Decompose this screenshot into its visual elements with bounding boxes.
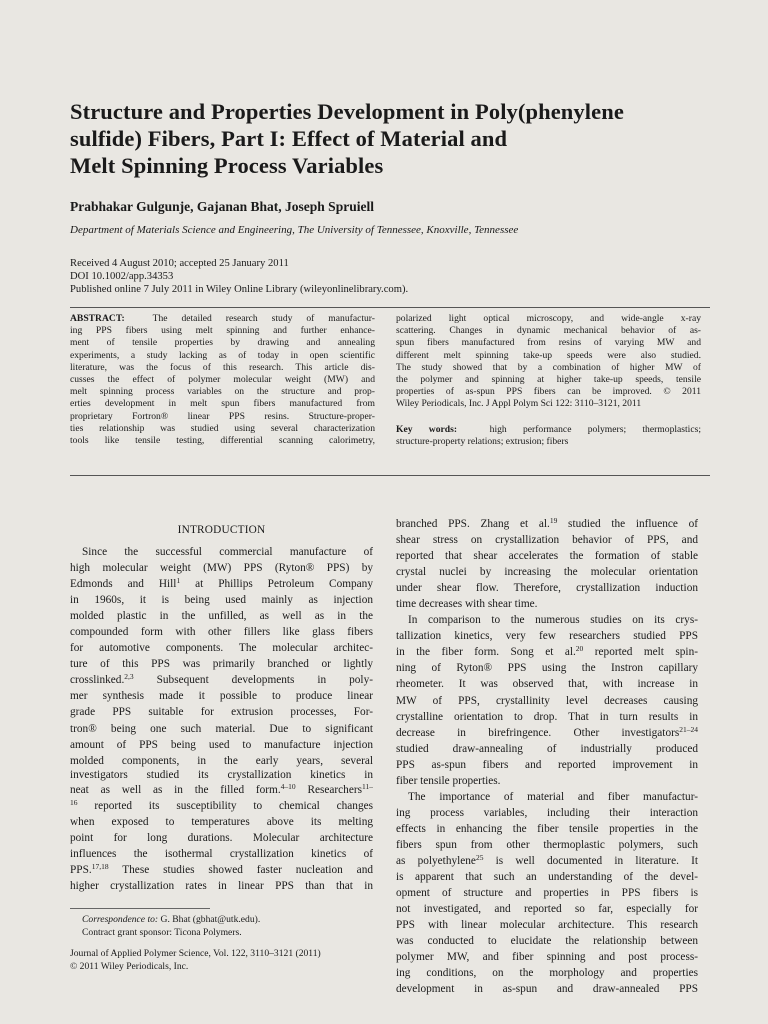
- body-line: In comparison to the numerous studies on its crys-: [408, 614, 698, 627]
- body-line: molded plastic in the unfilled, as well as in the: [70, 610, 373, 623]
- abstract-line: ABSTRACT: The detailed research study of manufactur-: [70, 313, 375, 324]
- body-line: Edmonds and Hill$^1$ at Phillips Petroleum Company: [70, 576, 373, 591]
- body-line: when exposed to temperatures above its melting: [70, 815, 373, 828]
- body-line: crystal nuclei by increasing the molecular orientation: [396, 566, 698, 579]
- abstract-right-column: [396, 313, 701, 448]
- title-line-3: Melt Spinning Process Variables: [70, 153, 384, 178]
- abstract-line: polarized light optical microscopy, and wide-angle x-ray: [396, 313, 701, 324]
- body-line: ing process variables, including their interaction: [396, 806, 698, 819]
- doi: DOI 10.1002/app.34353: [70, 271, 174, 282]
- abstract-line: proprietary Fortron® linear PPS resins. Structure-proper-: [70, 410, 375, 422]
- body-line: time decreases with shear time.: [396, 598, 538, 611]
- body-line: is apparent that such an understanding of the devel-: [396, 871, 698, 884]
- body-line: crosslinked.$^{2,3}$ Subsequent developments in poly-: [70, 672, 373, 687]
- body-line: point for long durations. Molecular architecture: [70, 832, 373, 844]
- body-line: neat as well as in the filled form.$^{4-10}$ Researchers$^{11-}$: [70, 781, 373, 796]
- author-list: Prabhakar Gulgunje, Gajanan Bhat, Joseph Spruiell: [70, 199, 374, 214]
- body-line: decrease in birefringence. Other investigators$^{21-24}$: [396, 724, 698, 739]
- body-line: in the fiber form. Song et al.$^{20}$ reported melt spin-: [396, 644, 698, 659]
- body-line: The importance of material and fiber manufactur-: [408, 790, 698, 803]
- abstract-line: The study showed that by a combination of higher MW of: [396, 361, 701, 373]
- abstract-line: properties of as-spun PPS fibers can be improved. © 2011: [396, 386, 701, 398]
- publication-dates: [70, 257, 408, 296]
- footnote: [70, 908, 370, 939]
- journal-info: [70, 948, 370, 973]
- body-line: branched PPS. Zhang et al.$^{19}$ studied the influence of: [396, 516, 698, 530]
- body-line: not investigated, and reported so far, especially for: [396, 903, 698, 916]
- abstract-line: scattering. Changes in dynamic mechanical behavior of as-: [396, 325, 701, 337]
- title-line-2: sulfide) Fibers, Part I: Effect of Material and: [70, 126, 508, 151]
- body-line: compounded form with other fillers like glass fibers: [70, 626, 373, 639]
- body-line: ing conditions, on the morphology and properties: [396, 967, 698, 980]
- abstract-line: Wiley Periodicals, Inc. J Appl Polym Sci 122: 3110–3121, 2011: [396, 398, 642, 410]
- body-line: investigators studied its crystallization kinetics in: [70, 768, 373, 781]
- body-line: tallization kinetics, very few researchers studied PPS: [396, 630, 698, 643]
- intro-right-column: [396, 516, 698, 997]
- body-line: reported that shear accelerates the formation of stable: [396, 550, 698, 563]
- body-line: shear stress on crystallization behavior of PPS, and: [396, 534, 698, 547]
- body-line: PPS.$^{17,18}$ These studies showed faster nucleation and: [70, 862, 373, 877]
- footnote-rule: [70, 908, 210, 909]
- body-line: fibers spun from other thermoplastic polymers, such: [396, 838, 698, 851]
- abstract-box: [70, 307, 710, 476]
- body-line: polymer MW, and fiber spinning and post process-: [396, 951, 698, 964]
- body-line: rheometer. It was observed that, with increase in: [396, 678, 698, 691]
- journal-citation: Journal of Applied Polymer Science, Vol. 122, 3110–3121 (2011): [70, 948, 321, 959]
- body-line: molded components, in the early years, several: [70, 754, 373, 767]
- body-line: MW of PPS, crystallinity level decreases causing: [396, 694, 698, 707]
- abstract-line: literature, was the focus of this research. This article dis-: [70, 361, 375, 373]
- body-line: tron® being one such material. Due to significant: [70, 722, 373, 735]
- body-line: crystalline orientation to drop. That in turn results in: [396, 710, 698, 723]
- abstract-line: melt spinning process variables on the structure and prop-: [70, 386, 375, 398]
- abstract-line: ment of tensile properties by drawing and annealing: [70, 337, 375, 349]
- abstract-line: tools like tensile testing, differential scanning calorimetry,: [70, 435, 375, 447]
- body-line: PPS as-spun fibers and reported improvement in: [396, 758, 698, 771]
- body-line: as polyethylene$^{25}$ is well documented in literature. It: [396, 852, 698, 867]
- body-line: studied draw-annealing of industrially produced: [396, 742, 698, 755]
- copyright: © 2011 Wiley Periodicals, Inc.: [70, 960, 189, 972]
- received-date: Received 4 August 2010; accepted 25 January 2011: [70, 258, 289, 269]
- abstract-line: the polymer and spinning at higher take-up speeds, tensile: [396, 374, 701, 386]
- body-line: development in as-spun and draw-annealed PPS: [396, 983, 698, 996]
- abstract-line: ties relationship was studied using several characterization: [70, 422, 375, 434]
- body-line: for automotive components. The molecular architec-: [70, 642, 373, 655]
- body-line: influences the isothermal crystallization kinetics of: [70, 848, 373, 861]
- body-line: amount of PPS being used to manufacture injection: [70, 738, 373, 751]
- correspondence: Correspondence to: G. Bhat (gbhat@utk.edu).: [82, 914, 261, 925]
- body-line: mer synthesis made it possible to produce linear: [70, 690, 373, 703]
- keywords: Key words: high performance polymers; thermoplastics; structure-property relations; extrusion; fibers: [396, 423, 702, 447]
- abstract-line: cusses the effect of polymer molecular weight (MW) and: [70, 374, 375, 386]
- body-line: opment of structure and properties in PPS fibers is: [396, 887, 698, 900]
- paper-title: [70, 98, 710, 179]
- abstract-left-column: [70, 313, 375, 447]
- keywords-label: Key words:: [396, 423, 458, 435]
- body-line: Since the successful commercial manufacture of: [82, 546, 373, 558]
- abstract-line: spun fibers manufactured from resins of varying MW and: [396, 337, 701, 349]
- published-date: Published online 7 July 2011 in Wiley Online Library (wileyonlinelibrary.com).: [70, 284, 409, 295]
- body-line: grade PPS suitable for extrusion processes, For-: [70, 706, 373, 719]
- body-line: in 1960s, it is being used mainly as injection: [70, 594, 373, 607]
- body-line: higher crystallization rates in linear PPS than that in: [70, 880, 373, 893]
- body-line: ning of Ryton® PPS using the Instron capillary: [396, 662, 698, 675]
- body-line: PPS with linear molecular architecture. This research: [396, 919, 698, 932]
- grant-sponsor: Contract grant sponsor: Ticona Polymers.: [82, 926, 242, 938]
- abstract-line: different melt spinning take-up speeds were also studied.: [396, 349, 701, 361]
- body-line: fiber tensile properties.: [396, 774, 501, 787]
- abstract-label: ABSTRACT:: [70, 313, 125, 324]
- body-line: under shear flow. Therefore, crystallization induction: [396, 582, 698, 595]
- body-line: effects in enhancing the fiber tensile properties in the: [396, 822, 698, 835]
- body-line: was conducted to elucidate the relationship between: [396, 935, 698, 948]
- abstract-line: erties development in melt spun fibers manufactured from: [70, 398, 375, 410]
- body-line: $^{16}$ reported its susceptibility to chemical changes: [70, 797, 373, 812]
- intro-left-column: [70, 516, 373, 894]
- body-line: high molecular weight (MW) PPS (Ryton® PPS) by: [70, 562, 373, 575]
- title-line-1: Structure and Properties Development in Poly(phenylene: [70, 99, 624, 124]
- abstract-line: ing PPS fibers using melt spinning and further enhance-: [70, 325, 375, 337]
- introduction-heading: INTRODUCTION: [177, 524, 266, 536]
- affiliation: Department of Materials Science and Engineering, The University of Tennessee, Knoxville, Tennessee: [70, 224, 519, 236]
- abstract-line: experiments, a study lacking as of today in open scientific: [70, 349, 375, 361]
- body-line: ture of this PPS was primarily branched or lightly: [70, 658, 373, 671]
